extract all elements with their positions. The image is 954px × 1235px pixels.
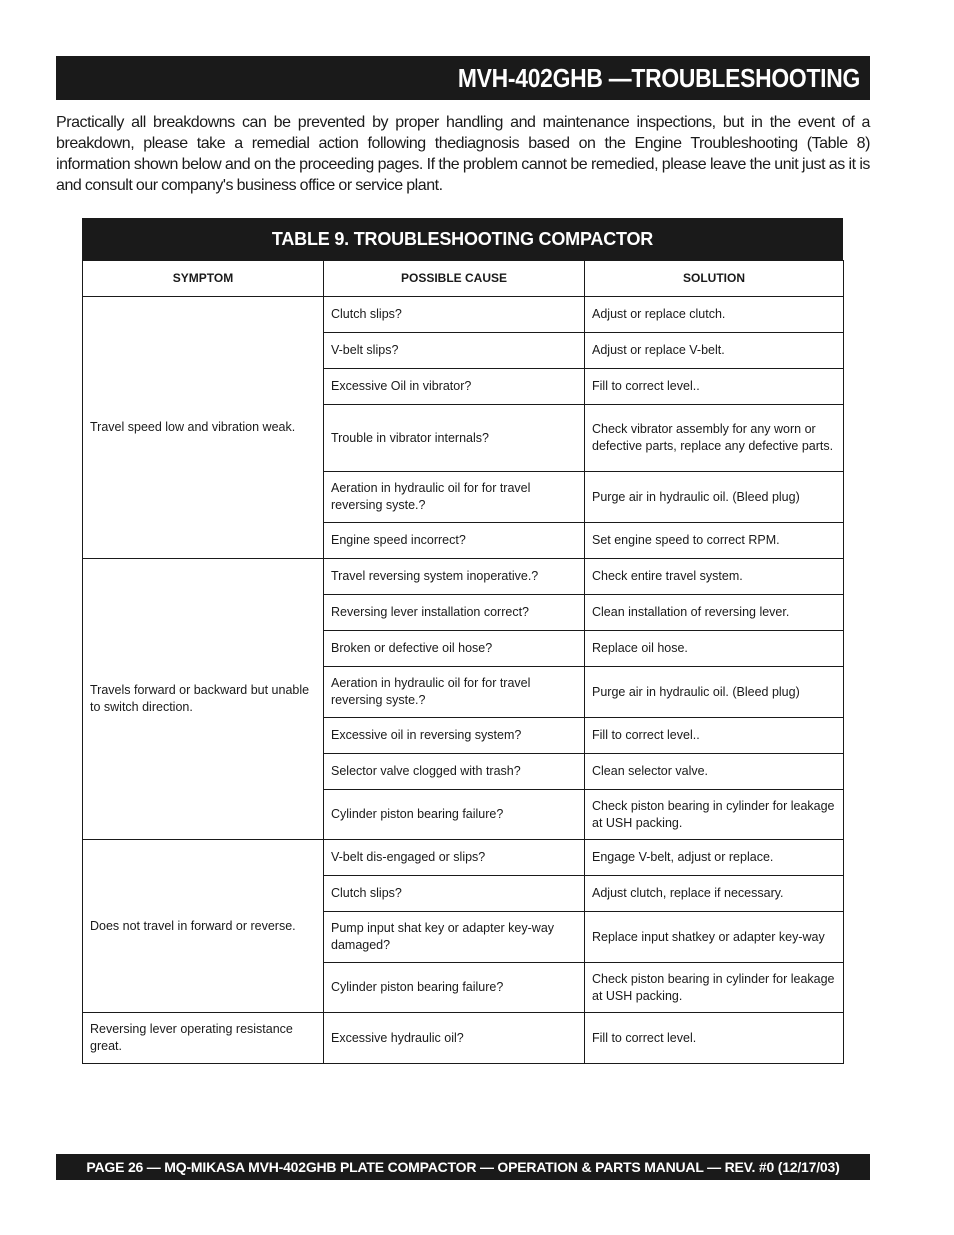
cause-cell: Travel reversing system inoperative.? — [324, 559, 585, 595]
cause-cell: Pump input shat key or adapter key-way damaged? — [324, 912, 585, 963]
solution-cell: Fill to correct level.. — [585, 718, 844, 754]
cause-cell: Trouble in vibrator internals? — [324, 405, 585, 472]
solution-cell: Replace oil hose. — [585, 631, 844, 667]
solution-cell: Fill to correct level. — [585, 1013, 844, 1064]
table-row — [83, 1013, 844, 1064]
table-title: TABLE 9. TROUBLESHOOTING COMPACTOR — [82, 218, 843, 260]
cause-cell: Aeration in hydraulic oil for for travel reversing syste.? — [324, 472, 585, 523]
cause-cell: Clutch slips? — [324, 876, 585, 912]
troubleshooting-grid — [82, 260, 844, 1064]
solution-cell: Clean installation of reversing lever. — [585, 595, 844, 631]
table-column-headers — [83, 261, 844, 297]
cause-cell: Cylinder piston bearing failure? — [324, 790, 585, 840]
solution-cell: Adjust or replace clutch. — [585, 297, 844, 333]
column-header-solution: SOLUTION — [585, 261, 844, 297]
solution-cell: Purge air in hydraulic oil. (Bleed plug) — [585, 472, 844, 523]
cause-cell: Engine speed incorrect? — [324, 523, 585, 559]
symptom-cell: Travel speed low and vibration weak. — [83, 297, 324, 559]
table-row — [83, 559, 844, 595]
table-row — [83, 297, 844, 333]
intro-paragraph: Practically all breakdowns can be prevented by proper handling and maintenance inspections, but in the event of a breakdown, please take a remedial action following thediagnosis based on the Engine Troubleshooting (Table 8) information shown below and on the proceeding pages. If the problem cannot be remedied, please leave the unit just as it is and consult our company's business office or service plant. — [56, 114, 870, 194]
solution-cell: Purge air in hydraulic oil. (Bleed plug) — [585, 667, 844, 718]
troubleshooting-table — [82, 218, 843, 1064]
column-header-symptom: SYMPTOM — [83, 261, 324, 297]
symptom-cell: Travels forward or backward but unable to switch direction. — [83, 559, 324, 840]
solution-cell: Adjust clutch, replace if necessary. — [585, 876, 844, 912]
cause-cell: Cylinder piston bearing failure? — [324, 963, 585, 1013]
cause-cell: V-belt dis-engaged or slips? — [324, 840, 585, 876]
cause-cell: Selector valve clogged with trash? — [324, 754, 585, 790]
table-row — [83, 840, 844, 876]
symptom-cell: Reversing lever operating resistance great. — [83, 1013, 324, 1064]
solution-cell: Adjust or replace V-belt. — [585, 333, 844, 369]
page-title-bar — [56, 56, 870, 100]
page-title: MVH-402GHB —TROUBLESHOOTING — [457, 63, 860, 93]
cause-cell: Clutch slips? — [324, 297, 585, 333]
solution-cell: Check entire travel system. — [585, 559, 844, 595]
solution-cell: Set engine speed to correct RPM. — [585, 523, 844, 559]
cause-cell: Aeration in hydraulic oil for for travel reversing syste.? — [324, 667, 585, 718]
solution-cell: Engage V-belt, adjust or replace. — [585, 840, 844, 876]
cause-cell: Excessive oil in reversing system? — [324, 718, 585, 754]
cause-cell: Reversing lever installation correct? — [324, 595, 585, 631]
symptom-cell: Does not travel in forward or reverse. — [83, 840, 324, 1013]
solution-cell: Fill to correct level.. — [585, 369, 844, 405]
solution-cell: Check piston bearing in cylinder for leakage at USH packing. — [585, 963, 844, 1013]
solution-cell: Replace input shatkey or adapter key-way — [585, 912, 844, 963]
solution-cell: Check piston bearing in cylinder for leakage at USH packing. — [585, 790, 844, 840]
cause-cell: Excessive Oil in vibrator? — [324, 369, 585, 405]
solution-cell: Check vibrator assembly for any worn or defective parts, replace any defective parts. — [585, 405, 844, 472]
solution-cell: Clean selector valve. — [585, 754, 844, 790]
cause-cell: Broken or defective oil hose? — [324, 631, 585, 667]
cause-cell: Excessive hydraulic oil? — [324, 1013, 585, 1064]
footer-text: PAGE 26 — MQ-MIKASA MVH-402GHB PLATE COMPACTOR — OPERATION & PARTS MANUAL — REV. #0 (12/17/03) — [86, 1159, 840, 1175]
footer-bar — [56, 1154, 870, 1180]
cause-cell: V-belt slips? — [324, 333, 585, 369]
column-header-possible-cause: POSSIBLE CAUSE — [324, 261, 585, 297]
